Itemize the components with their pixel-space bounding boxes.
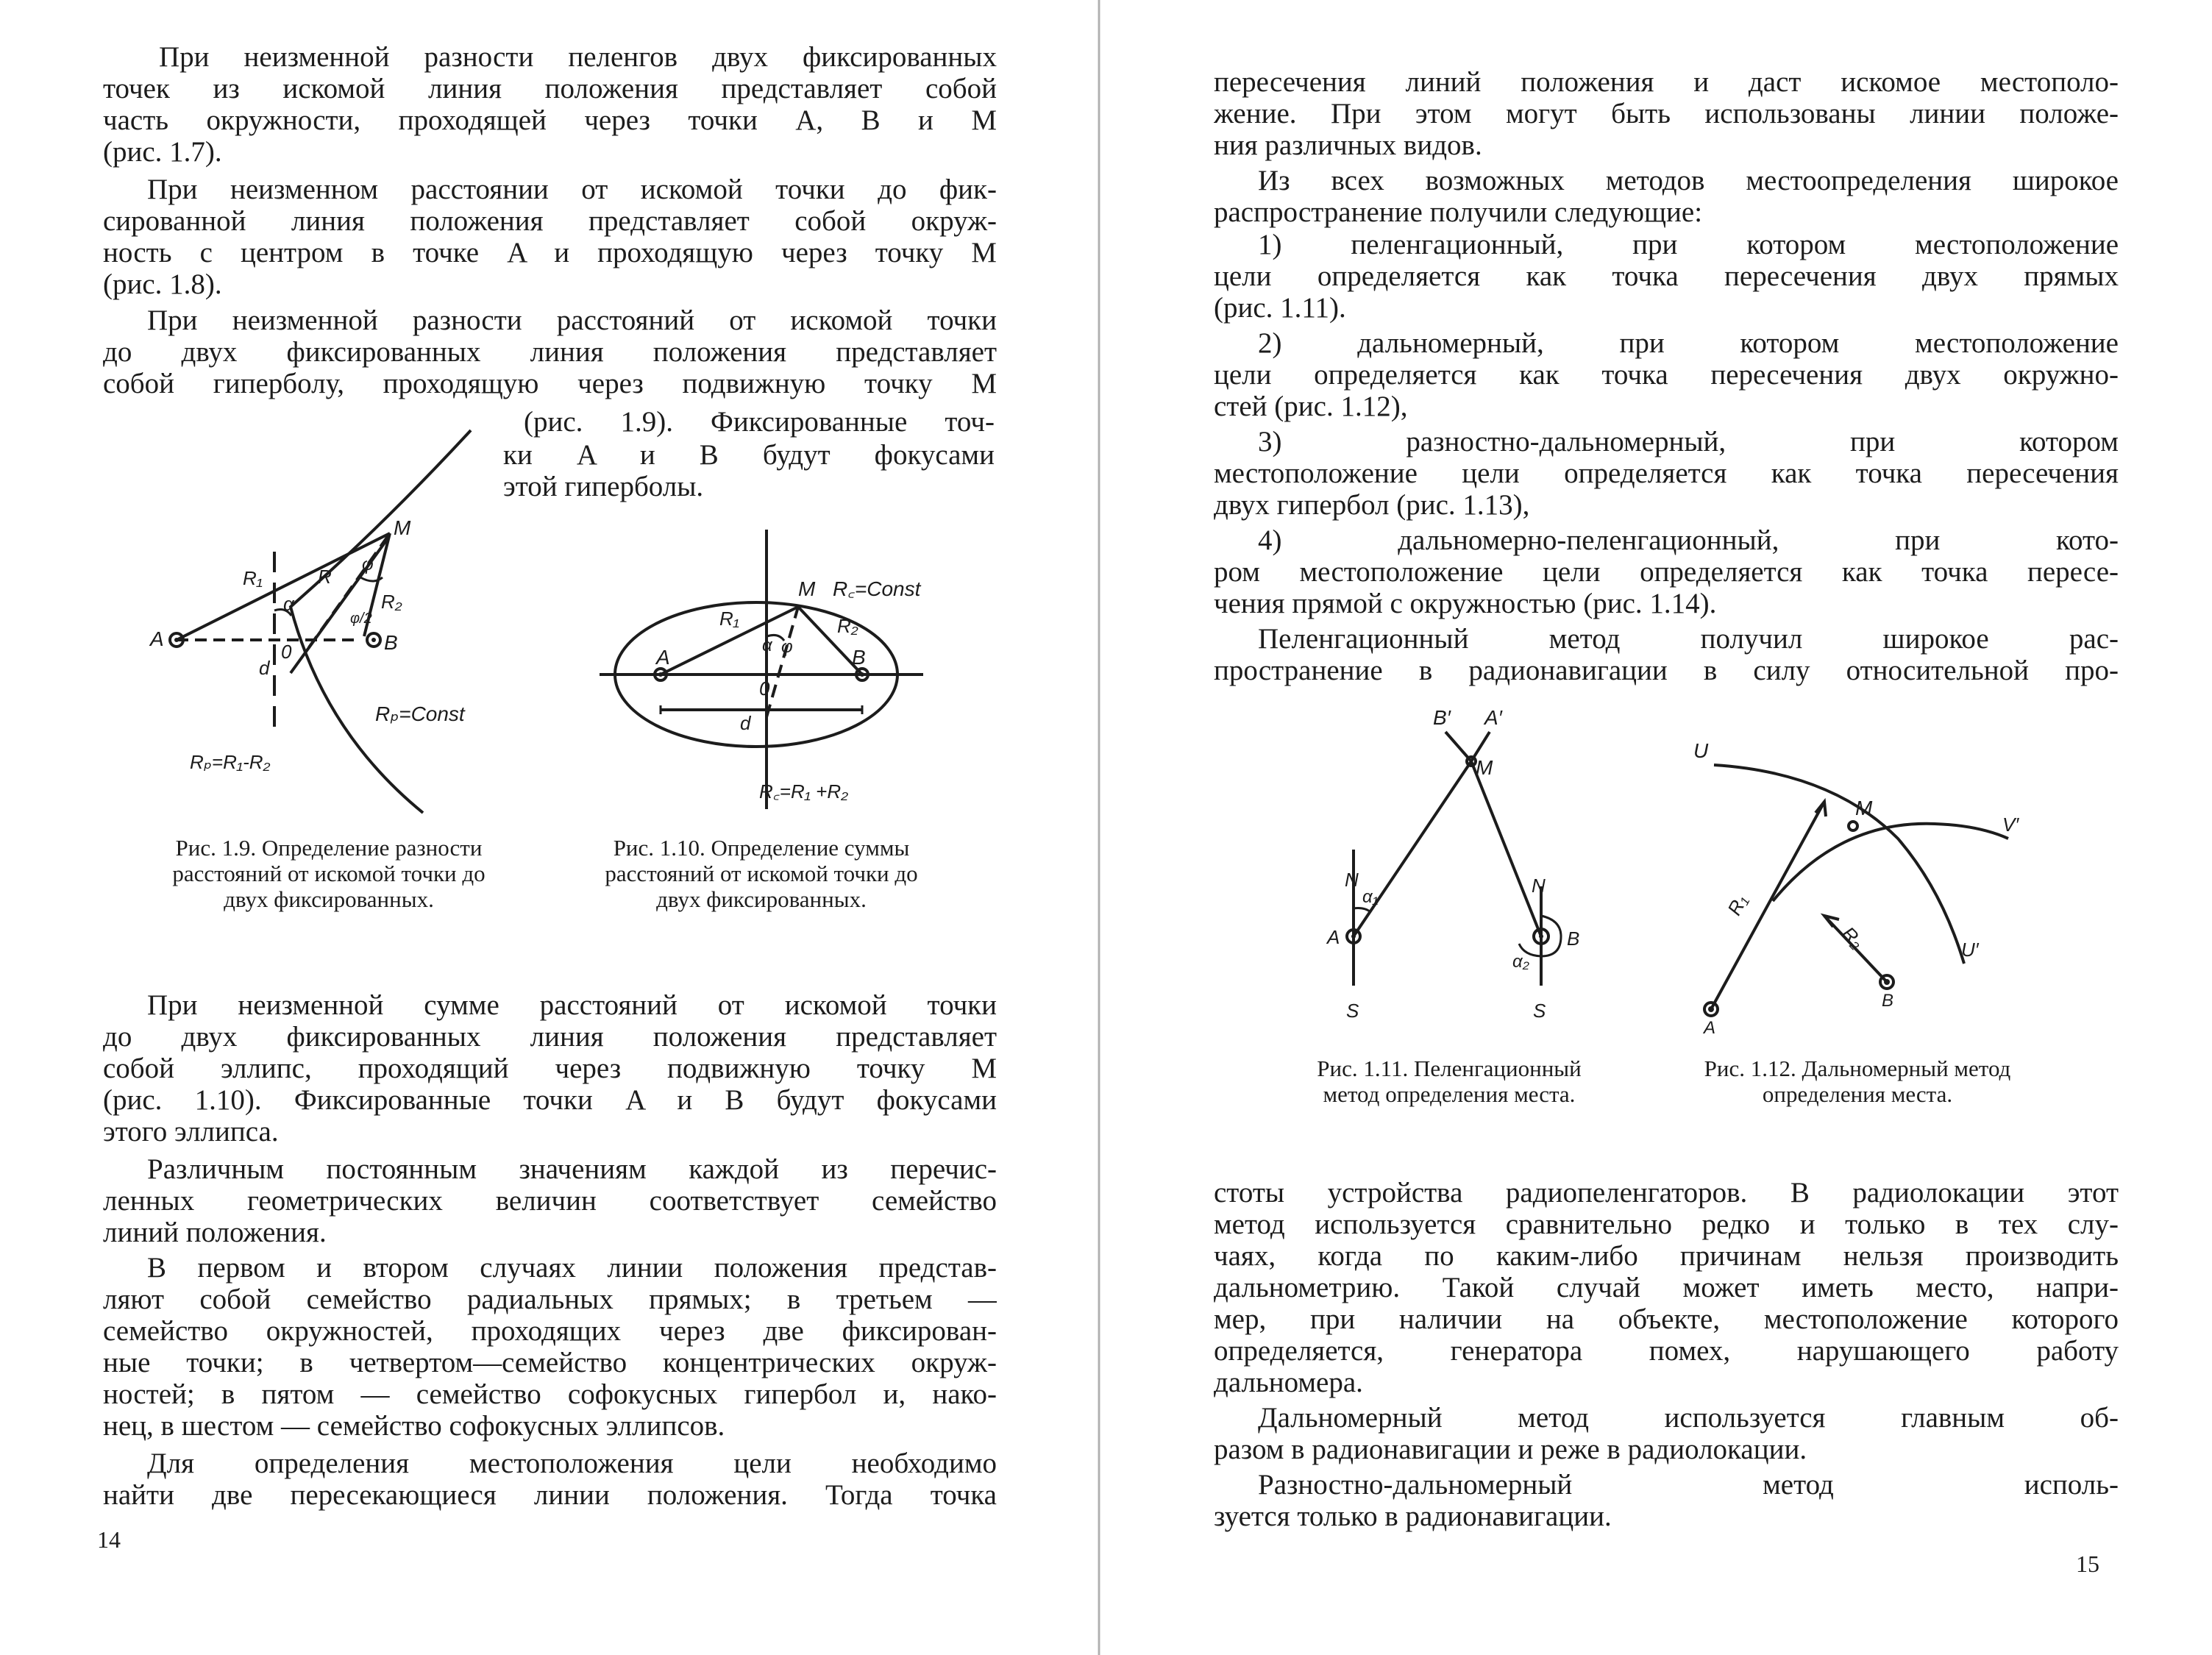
label-B-prime: B′	[1433, 706, 1451, 729]
text-line: чения прямой с окружностью (рис. 1.14).	[1214, 588, 1717, 619]
label-alpha: α	[283, 593, 294, 615]
text-line: этой гиперболы.	[503, 471, 704, 502]
label-R1: R₁	[1723, 891, 1752, 919]
label-R: R	[318, 566, 332, 588]
page-number: 14	[97, 1526, 121, 1553]
label-R2: R₂	[381, 591, 402, 613]
text-line: мер, при наличии на объекте, местоположение которого	[1214, 1303, 2119, 1335]
label-alpha2: α₂	[1512, 952, 1529, 972]
text-line: семейство окружностей, проходящих через две фиксирован-	[103, 1315, 997, 1347]
text-line: (рис. 1.9). Фиксированные точ-	[524, 406, 995, 438]
text-line: чаях, когда по каким-либо причинам нельзя производить	[1214, 1240, 2119, 1272]
text-line: (рис. 1.7).	[103, 136, 222, 168]
text-line: При неизменной сумме расстояний от искомой точки	[147, 989, 997, 1021]
text-line: точек из искомой линия положения представляет собой	[103, 73, 997, 104]
text-line: цели определяется как точка пересечения двух прямых	[1214, 260, 2119, 292]
label-N2: N	[1532, 875, 1546, 897]
text-line: двух гипербол (рис. 1.13),	[1214, 489, 1530, 521]
caption-figure-1-10: Рис. 1.10. Определение суммы расстояний от искомой точки до двух фиксированных.	[605, 835, 918, 912]
text-line: пересечения линий положения и даст искомое местополо-	[1214, 66, 2119, 98]
text-line: ностей; в пятом — семейство софокусных гипербол и, нако-	[103, 1378, 997, 1410]
label-phi: φ	[362, 555, 374, 574]
label-alpha1: α₁	[1362, 887, 1379, 907]
text-line: ляют собой семейство радиальных прямых; в третьем —	[103, 1284, 997, 1315]
text-line: ленных геометрических величин соответствует семейство	[103, 1185, 997, 1217]
text-line: метод используется сравнительно редко и только в тех слу-	[1214, 1209, 2119, 1240]
caption-figure-1-9: Рис. 1.9. Определение разности расстояний от искомой точки до двух фиксированных.	[172, 835, 486, 912]
text-line: При неизменной разности пеленгов двух фиксированных	[159, 41, 997, 73]
text-line: 3) разностно-дальномерный, при котором	[1258, 426, 2119, 458]
text-line: нец, в шестом — семейство софокусных эллипсов.	[103, 1410, 725, 1442]
text-line: 4) дальномерно-пеленгационный, при кото-	[1258, 524, 2119, 556]
text-line: распространение получили следующие:	[1214, 196, 1703, 228]
text-line: линий положения.	[103, 1217, 327, 1248]
label-S2: S	[1533, 1000, 1546, 1022]
figure-1-10-ellipse	[588, 526, 949, 813]
text-line: Для определения местоположения цели необходимо	[147, 1448, 997, 1479]
label-M: M	[798, 577, 816, 600]
label-M: M	[394, 516, 411, 539]
label-R1: R₁	[719, 608, 739, 630]
text-line: Из всех возможных методов местоопределения широкое	[1258, 165, 2119, 196]
text-line: В первом и втором случаях линии положения представ-	[147, 1252, 997, 1284]
text-line: Разностно-дальномерный метод исполь-	[1258, 1469, 2119, 1501]
label-N1: N	[1345, 869, 1359, 891]
text-line: собой эллипс, проходящий через подвижную точку M	[103, 1053, 997, 1084]
text-line: дальнометрию. Такой случай может иметь место, напри-	[1214, 1272, 2119, 1303]
text-line: (рис. 1.10). Фиксированные точки A и B будут фокусами	[103, 1084, 997, 1116]
label-R2: R₂	[1838, 922, 1868, 953]
text-line: 1) пеленгационный, при котором местоположение	[1258, 229, 2119, 260]
text-line: разом в радионавигации и реже в радиолокации.	[1214, 1434, 1807, 1465]
text-line: этого эллипса.	[103, 1116, 279, 1147]
label-U: U	[1693, 739, 1709, 762]
text-line: ки A и B будут фокусами	[503, 439, 995, 471]
text-line: ные точки; в четвертом—семейство концентрических окруж-	[103, 1347, 997, 1378]
figure-1-9-hyperbola	[140, 423, 500, 820]
text-line: ром местоположение цели определяется как точка пересе-	[1214, 556, 2119, 588]
label-alpha: α	[762, 636, 772, 655]
text-line: местоположение цели определяется как точка пересечения	[1214, 458, 2119, 489]
text-line: стоты устройства радиопеленгаторов. В радиолокации этот	[1214, 1177, 2119, 1209]
label-A-prime: A′	[1484, 706, 1502, 729]
caption-figure-1-12: Рис. 1.12. Дальномерный метод определения места.	[1704, 1056, 2011, 1107]
label-B: B	[384, 631, 398, 654]
text-line: сированной линия положения представляет собой окруж-	[103, 205, 997, 237]
text-line: найти две пересекающиеся линии положения. Тогда точка	[103, 1479, 997, 1511]
text-line: жение. При этом могут быть использованы линии положе-	[1214, 98, 2119, 129]
label-M: M	[1855, 797, 1873, 819]
label-U-prime: U′	[1961, 939, 1979, 961]
text-line: (рис. 1.8).	[103, 268, 222, 300]
page-right	[1103, 0, 2212, 1655]
hyperbola-curve	[291, 430, 471, 813]
text-line: При неизменной разности расстояний от искомой точки	[147, 305, 997, 336]
caption-figure-1-11: Рис. 1.11. Пеленгационный метод определения места.	[1317, 1056, 1582, 1107]
text-line: определяется, генератора помех, нарушающего работу	[1214, 1335, 2119, 1367]
label-d: d	[259, 657, 270, 679]
label-B: B	[852, 646, 866, 669]
figure-1-11-bearing-method	[1295, 702, 1618, 1048]
text-line: до двух фиксированных линия положения представляет	[103, 336, 997, 368]
text-line: часть окружности, проходящей через точки A, B и M	[103, 104, 997, 136]
label-B: B	[1567, 928, 1580, 950]
label-A: A	[1327, 926, 1340, 948]
text-line: стей (рис. 1.12),	[1214, 391, 1408, 422]
text-line: Различным постоянным значениям каждой из перечис-	[147, 1153, 997, 1185]
text-line: зуется только в радионавигации.	[1214, 1501, 1612, 1532]
text-line: пространение в радионавигации в силу относительной про-	[1214, 655, 2119, 686]
label-V-prime: V′	[2002, 814, 2019, 836]
page-left	[0, 0, 1096, 1655]
text-line: дальномера.	[1214, 1367, 1363, 1398]
label-O: 0	[759, 677, 770, 700]
figure-1-12-range-method	[1685, 736, 2038, 1037]
label-M: M	[1476, 756, 1493, 779]
text-line: 2) дальномерный, при котором местоположение	[1258, 327, 2119, 359]
text-line: ность с центром в точке A и проходящую через точку M	[103, 237, 997, 268]
text-line: Дальномерный метод используется главным об-	[1258, 1402, 2119, 1434]
label-O: 0	[281, 641, 292, 663]
label-B: B	[1882, 991, 1894, 1011]
label-phi: φ	[781, 637, 793, 657]
label-A: A	[150, 627, 164, 650]
label-S1: S	[1346, 1000, 1359, 1022]
text-line: (рис. 1.11).	[1214, 292, 1346, 324]
label-rp-const: Rₚ=Const	[375, 702, 465, 725]
text-line: ния различных видов.	[1214, 129, 1482, 161]
label-R1: R₁	[243, 567, 263, 589]
label-R2: R₂	[837, 615, 858, 637]
text-line: собой гиперболу, проходящую через подвижную точку M	[103, 368, 997, 399]
label-A: A	[656, 646, 670, 669]
label-rc-const: R꜀=Const	[833, 577, 921, 600]
text-line: Пеленгационный метод получил широкое рас-	[1258, 623, 2119, 655]
label-rp-formula: Rₚ=R₁-R₂	[190, 751, 271, 773]
label-phi-half: φ/2	[350, 611, 372, 627]
label-d: d	[740, 712, 751, 734]
text-line: до двух фиксированных линия положения представляет	[103, 1021, 997, 1053]
page-number: 15	[2076, 1551, 2099, 1577]
book-spine-fold	[1098, 0, 1100, 1655]
text-line: цели определяется как точка пересечения двух окружно-	[1214, 359, 2119, 391]
label-A: A	[1704, 1018, 1716, 1038]
text-line: При неизменном расстоянии от искомой точки до фик-	[147, 174, 997, 205]
label-rc-formula: R꜀=R₁ +R₂	[759, 780, 849, 802]
